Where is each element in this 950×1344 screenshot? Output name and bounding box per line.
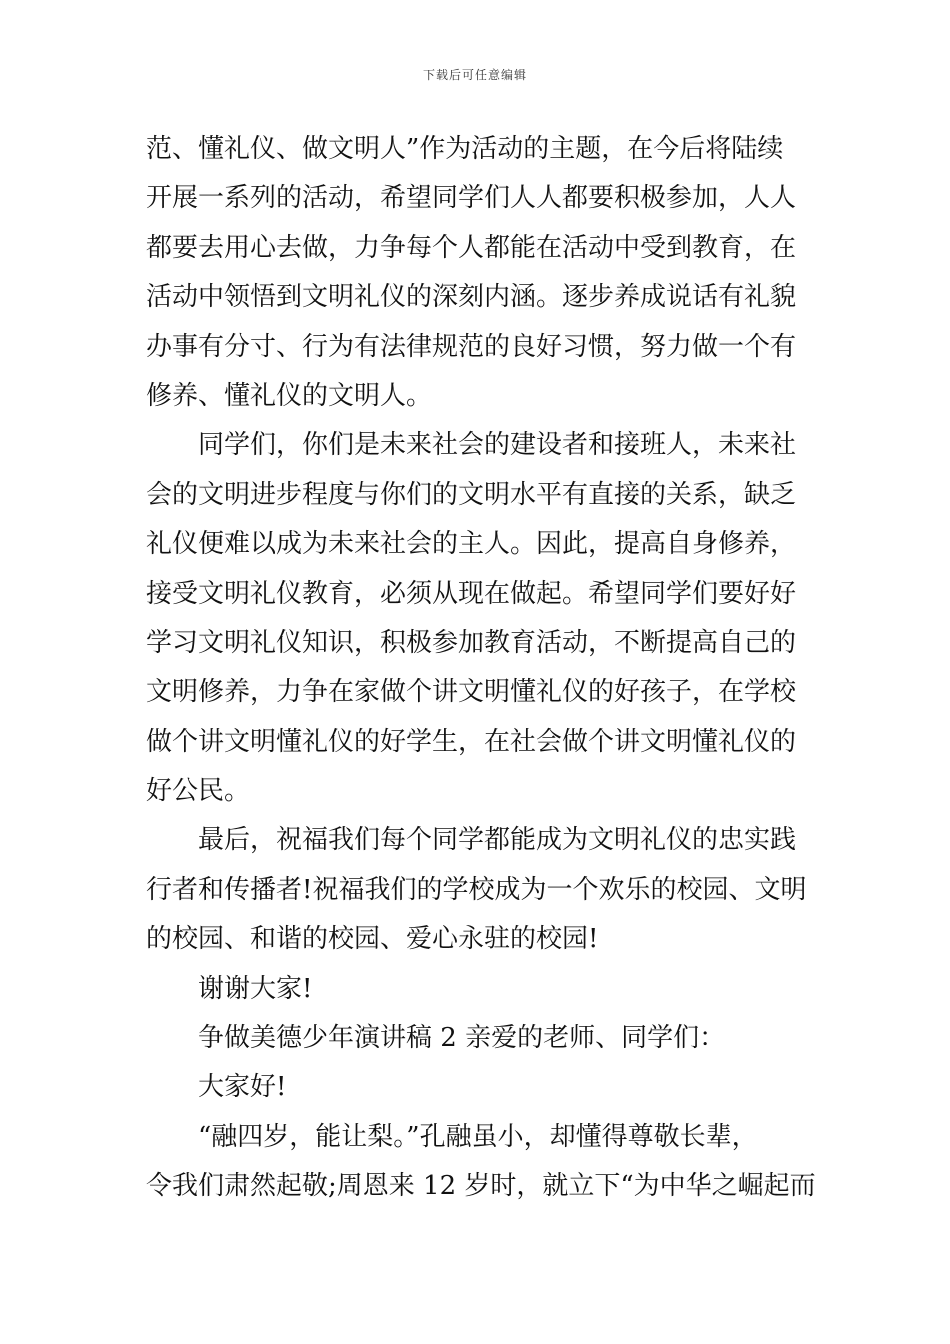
text-line: 会的文明进步程度与你们的文明水平有直接的关系，缺乏 [146,479,797,510]
text-line: 活动中领悟到文明礼仪的深刻内涵。逐步养成说话有礼貌 [146,282,797,313]
text-line: 接受文明礼仪教育，必须从现在做起。希望同学们要好好 [146,578,797,609]
text-line: 礼仪便难以成为未来社会的主人。因此，提高自身修养， [146,529,797,560]
text-line: 争做美德少年演讲稿 2 亲爱的老师、同学们： [198,1023,726,1054]
text-line: 令我们肃然起敬;周恩来 12 岁时，就立下“为中华之崛起而 [146,1171,816,1202]
text-line: 谢谢大家! [198,973,313,1004]
text-line: 都要去用心去做，力争每个人都能在活动中受到教育，在 [146,232,797,263]
text-line: 范、懂礼仪、做文明人”作为活动的主题，在今后将陆续 [146,134,784,164]
text-line: 办事有分寸、行为有法律规范的良好习惯，努力做一个有 [146,331,797,362]
text-line: 学习文明礼仪知识，积极参加教育活动，不断提高自己的 [146,627,797,658]
text-line: 做个讲文明懂礼仪的好学生，在社会做个讲文明懂礼仪的 [146,726,797,757]
text-line: 最后，祝福我们每个同学都能成为文明礼仪的忠实践 [198,825,797,856]
text-line: 的校园、和谐的校园、爱心永驻的校园! [146,924,599,955]
text-line: 好公民。 [146,776,251,807]
text-line: 修养、懂礼仪的文明人。 [146,380,433,411]
text-line: 文明修养，力争在家做个讲文明懂礼仪的好孩子，在学校 [146,677,797,708]
text-line: 大家好! [198,1072,287,1103]
text-line: “融四岁，能让梨。”孔融虽小，却懂得尊敬长辈， [198,1121,758,1152]
text-line: 行者和传播者!祝福我们的学校成为一个欢乐的校园、文明 [146,874,807,905]
text-line: 开展一系列的活动，希望同学们人人都要积极参加，人人 [146,183,797,214]
text-line: 同学们，你们是未来社会的建设者和接班人，未来社 [198,430,797,461]
document-body [146,125,816,1212]
page-header: 下载后可任意编辑 [422,68,527,82]
